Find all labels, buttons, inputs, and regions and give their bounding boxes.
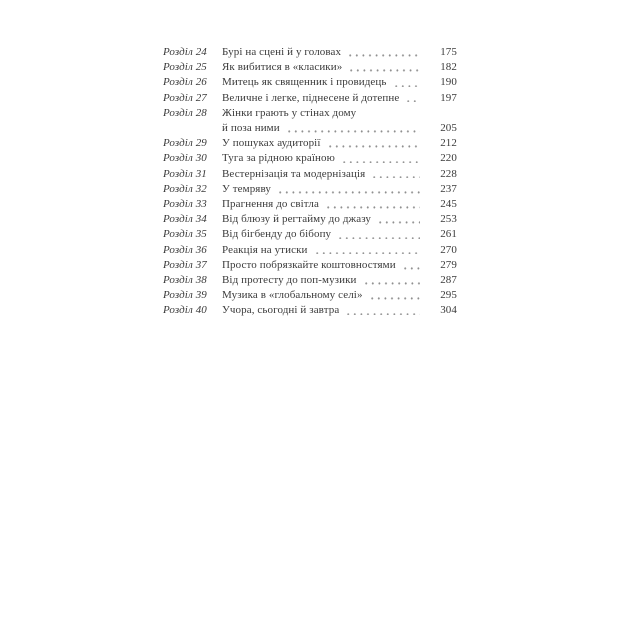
chapter-label: Розділ 34 — [163, 213, 207, 226]
chapter-label: Розділ 29 — [163, 137, 207, 150]
entry-title: Від бігбенду до бібопу — [222, 228, 332, 241]
leader-dots — [349, 45, 420, 60]
chapter-label: Розділ 32 — [163, 182, 207, 195]
page-number: 220 — [440, 152, 457, 165]
chapter-label: Розділ 36 — [163, 243, 207, 256]
leader-dots — [329, 136, 421, 151]
entry-title: Туга за рідною країною — [222, 152, 335, 165]
entry-title: Жінки грають у стінах дому — [222, 106, 357, 119]
page-number: 190 — [440, 76, 457, 89]
entry-title: У пошуках аудиторії — [222, 137, 321, 150]
chapter-label: Розділ 37 — [163, 258, 207, 271]
page-number: 175 — [440, 46, 457, 58]
entry-title-continuation: й поза ними — [222, 122, 280, 135]
page-number: 182 — [440, 61, 457, 74]
page-number: 270 — [440, 243, 457, 256]
toc-entry — [163, 151, 457, 166]
chapter-label: Розділ 35 — [163, 228, 207, 241]
chapter-label: Розділ 31 — [163, 167, 207, 180]
toc-entry — [163, 91, 457, 106]
toc-entry — [163, 75, 457, 90]
entry-title: Музика в «глобальному селі» — [222, 289, 363, 302]
page-number: 205 — [440, 122, 457, 135]
toc-entry — [163, 197, 457, 212]
toc-entry — [163, 45, 457, 60]
page-number: 287 — [440, 274, 457, 287]
page-number: 279 — [440, 258, 457, 271]
leader-dots — [327, 197, 420, 212]
entry-title: Прагнення до світла — [222, 198, 319, 211]
entry-title: Просто побрязкайте коштовностями — [222, 258, 396, 271]
chapter-label: Розділ 24 — [163, 46, 207, 58]
chapter-label: Розділ 33 — [163, 198, 207, 211]
entry-title: Учора, сьогодні й завтра — [222, 304, 340, 317]
leader-dots — [365, 273, 420, 288]
toc-entry — [163, 258, 457, 273]
page-number: 304 — [440, 304, 457, 317]
entry-title: Бурі на сцені й у головах — [222, 46, 342, 58]
chapter-label: Розділ 39 — [163, 289, 207, 302]
leader-dots — [395, 75, 420, 90]
page-number: 261 — [440, 228, 457, 241]
chapter-label: Розділ 25 — [163, 61, 207, 74]
entry-title: Величне і легке, піднесене й дотепне — [222, 91, 400, 104]
toc-entry — [163, 212, 457, 227]
toc-entry — [163, 182, 457, 197]
page-number: 197 — [440, 91, 457, 104]
entry-title: У темряву — [222, 182, 271, 195]
page-number: 253 — [440, 213, 457, 226]
toc-entry — [163, 273, 457, 288]
page-number: 295 — [440, 289, 457, 302]
toc-entry-continuation — [163, 121, 457, 136]
leader-dots — [350, 60, 420, 75]
leader-dots — [373, 167, 420, 182]
chapter-label: Розділ 30 — [163, 152, 207, 165]
leader-dots — [407, 91, 420, 106]
leader-dots — [339, 227, 420, 242]
leader-dots — [347, 303, 420, 318]
entry-title: Митець як священник і провидець — [222, 76, 387, 89]
leader-dots — [404, 258, 420, 273]
chapter-label: Розділ 28 — [163, 106, 207, 119]
toc-entry — [163, 243, 457, 258]
chapter-label: Розділ 40 — [163, 304, 207, 317]
chapter-label: Розділ 38 — [163, 274, 207, 287]
toc-entry — [163, 106, 457, 121]
page-number: 228 — [440, 167, 457, 180]
toc-entry — [163, 167, 457, 182]
leader-dots — [343, 151, 420, 166]
leader-dots — [316, 243, 421, 258]
toc-entry — [163, 136, 457, 151]
page-number: 212 — [440, 137, 457, 150]
leader-dots — [288, 121, 420, 136]
leader-dots — [279, 182, 420, 197]
page-number: 237 — [440, 182, 457, 195]
toc-entry — [163, 227, 457, 242]
entry-title: Від протесту до поп-музики — [222, 274, 357, 287]
toc-entry — [163, 60, 457, 75]
entry-title: Від блюзу й регтайму до джазу — [222, 213, 372, 226]
toc-entry — [163, 288, 457, 303]
chapter-label: Розділ 27 — [163, 91, 207, 104]
entry-title: Вестернізація та модернізація — [222, 167, 366, 180]
chapter-label: Розділ 26 — [163, 76, 207, 89]
leader-dots — [379, 212, 420, 227]
table-of-contents — [163, 45, 457, 319]
entry-title: Реакція на утиски — [222, 243, 308, 256]
page-number: 245 — [440, 198, 457, 211]
toc-entry — [163, 303, 457, 318]
entry-title: Як вибитися в «класики» — [222, 61, 343, 74]
leader-dots — [371, 288, 420, 303]
